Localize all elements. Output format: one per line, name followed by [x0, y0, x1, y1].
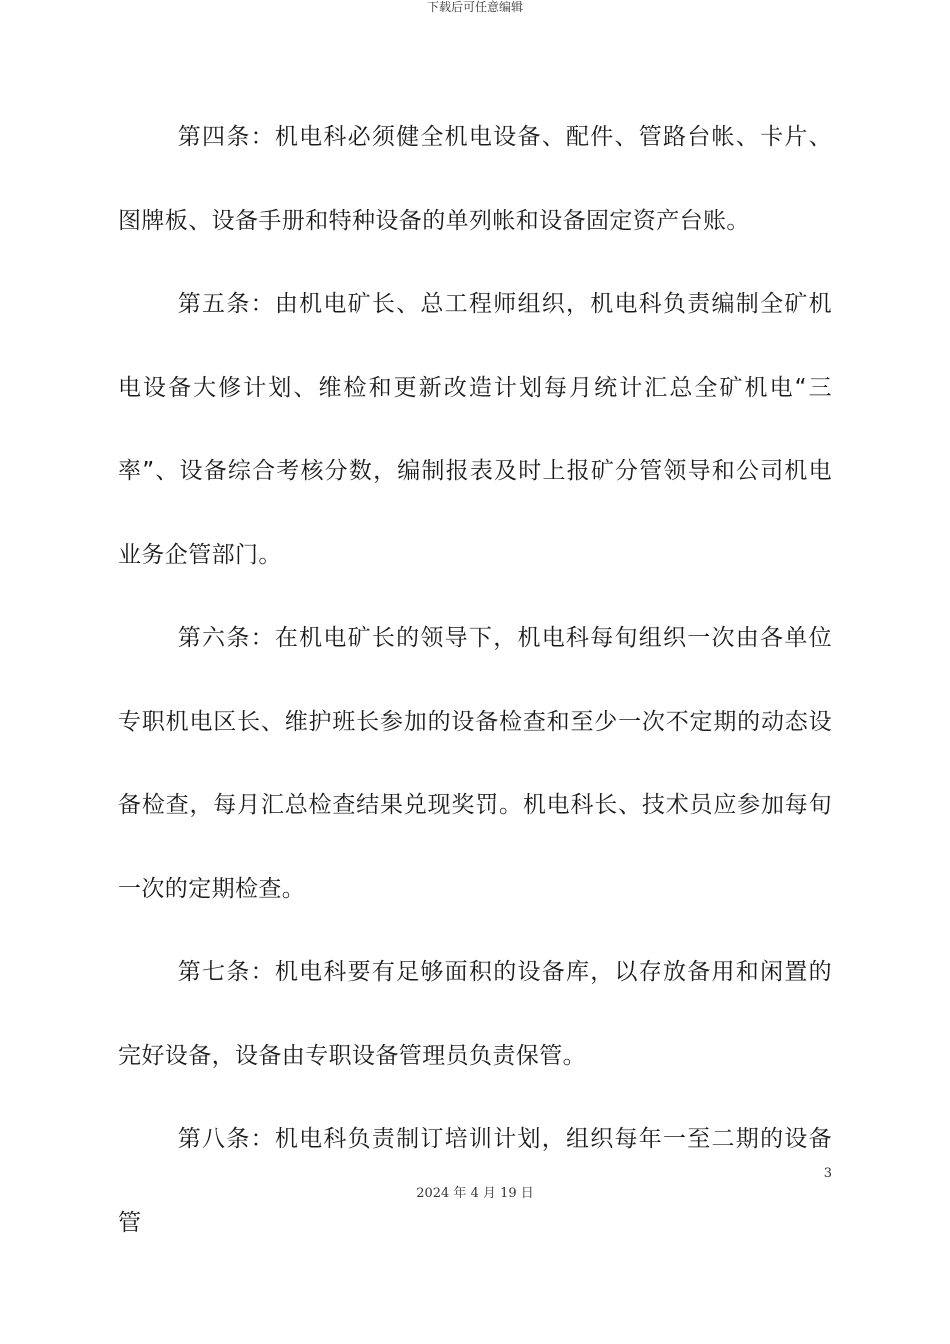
paragraph-article-4: 第四条：机电科必须健全机电设备、配件、管路台帐、卡片、图牌板、设备手册和特种设备的单列帐和设备固定资产台账。	[118, 124, 832, 234]
page-number: 3	[823, 1166, 832, 1181]
paragraph-article-7: 第七条：机电科要有足够面积的设备库，以存放备用和闲置的完好设备，设备由专职设备管理员负责保管。	[118, 959, 832, 1069]
header-note: 下载后可任意编辑	[426, 0, 523, 14]
document-body	[118, 96, 832, 1265]
paragraph-article-6: 第六条：在机电矿长的领导下，机电科每旬组织一次由各单位专职机电区长、维护班长参加的设备检查和至少一次不定期的动态设备检查，每月汇总检查结果兑现奖罚。机电科长、技术员应参加每旬一次的定期检查。	[118, 625, 832, 902]
footer-date: 2024 年 4 月 19 日	[416, 1186, 534, 1201]
paragraph-article-5: 第五条：由机电矿长、总工程师组织，机电科负责编制全矿机电设备大修计划、维检和更新改造计划每月统计汇总全矿机电“三率”、设备综合考核分数，编制报表及时上报矿分管领导和公司机电业务企管部门。	[118, 291, 832, 568]
paragraph-article-8: 第八条：机电科负责制订培训计划，组织每年一至二期的设备管	[118, 1126, 832, 1236]
